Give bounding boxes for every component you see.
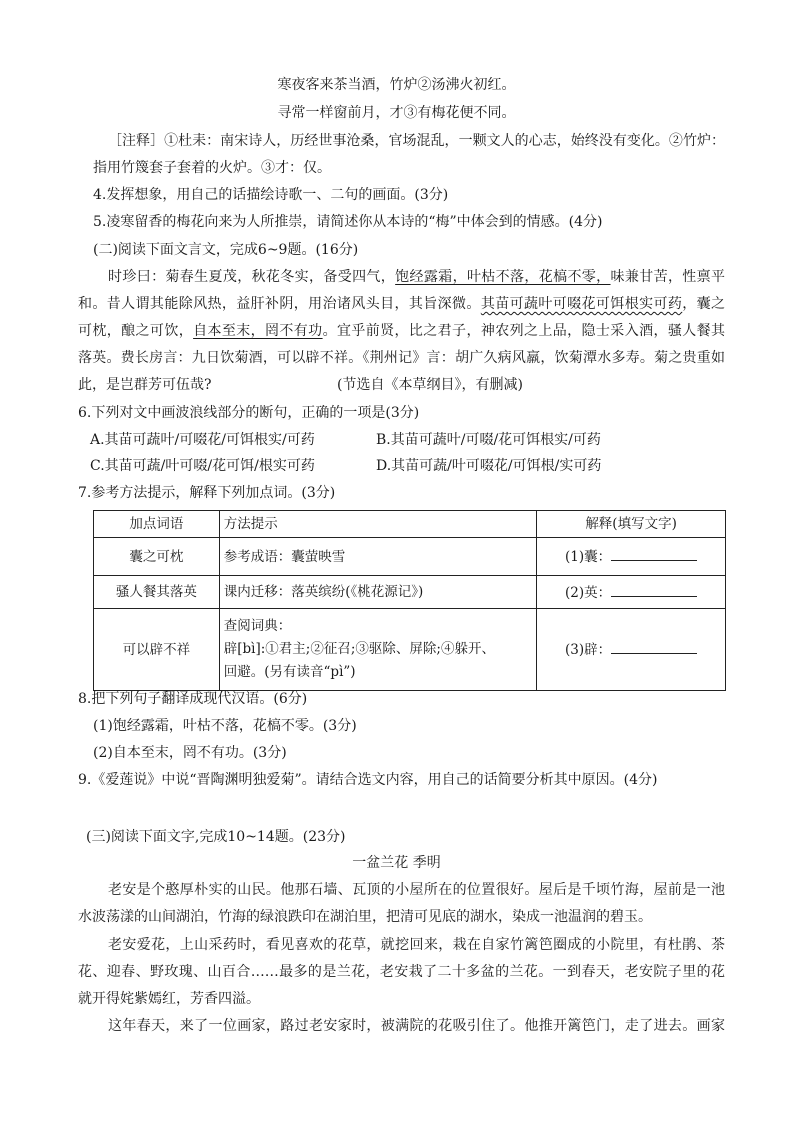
wavy-underlined-sentence: 其苗可蔬叶可啜花可饵根实可药	[480, 296, 683, 312]
passage-text: 。宜乎前贤，比之君子，神农列之上品，隐士采入酒，骚人餐其	[322, 323, 726, 339]
hint-line: 查阅词典：	[223, 618, 292, 634]
answer-blank-2[interactable]	[611, 582, 697, 597]
answer-cell	[537, 538, 726, 576]
section-2-heading: (二)阅读下面文言文，完成6~9题。(16分)	[93, 242, 359, 258]
passage-text: 和。昔人谓其能除风热，益肝补阴，用治诸风头目，其旨深微。	[78, 296, 481, 312]
answer-label: (1)囊：	[565, 549, 612, 565]
answer-blank-3[interactable]	[611, 639, 697, 654]
passage-text: 味兼甘苦，性禀平	[610, 269, 726, 285]
question-6-option-d: D.其苗可蔬/叶可啜花/可饵根/实可药	[376, 458, 602, 474]
header-hint: 方法提示	[219, 511, 536, 538]
question-6-stem: 6.下列对文中画波浪线部分的断句，正确的一项是(3分)	[78, 405, 420, 421]
answer-cell	[537, 576, 726, 609]
question-7-stem: 7.参考方法提示，解释下列加点词。(3分)	[78, 485, 336, 501]
passage-text: ，囊之	[682, 296, 726, 312]
passage-text: 可枕，酿之可饮，	[78, 323, 194, 339]
passage-source: (节选自《本草纲目》，有删减)	[337, 377, 523, 393]
question-6-option-a: A.其苗可蔬叶/可啜花/可饵根实/可药	[90, 432, 315, 448]
notes-line-1: ［注释］①杜耒：南宋诗人，历经世事沧桑，官场混乱，一颗文人的心志，始终没有变化。②竹炉：	[108, 133, 725, 149]
question-4: 4.发挥想象，用自己的话描绘诗歌一、二句的画面。(3分)	[93, 187, 449, 203]
table-word: 可以辟不祥	[94, 609, 220, 691]
header-answer: 解释(填写文字)	[537, 511, 726, 538]
story-p1-line-1: 老安是个憨厚朴实的山民。他那石墙、瓦顶的小屋所在的位置很好。屋后是千顷竹海，屋前是一池	[108, 882, 725, 898]
table-hint: 参考成语：囊萤映雪	[219, 538, 536, 576]
poem-line-4: 寻常一样窗前月，才③有梅花便不同。	[277, 105, 516, 121]
table-header-row	[94, 511, 726, 538]
poem-line-3: 寒夜客来茶当酒，竹炉②汤沸火初红。	[277, 77, 516, 93]
notes-line-2: 指用竹篾套子套着的火炉。③才：仅。	[93, 160, 331, 176]
underlined-sentence-1: 饱经露霜，叶枯不落，花槁不零，	[395, 269, 611, 285]
passage-line-1	[108, 267, 725, 287]
question-8-sentence-1: (1)饱经露霜，叶枯不落，花槁不零。(3分)	[93, 718, 357, 734]
hint-line: 回避。(另有读音“pì”)	[223, 664, 356, 680]
table-word: 骚人餐其落英	[94, 576, 220, 609]
underlined-sentence-2: 自本至末，罔不有功	[193, 323, 323, 339]
question-8-sentence-2: (2)自本至末，罔不有功。(3分)	[93, 745, 287, 761]
story-p1-line-2: 水波荡漾的山间湖泊，竹海的绿浪跌印在湖泊里，把清可见底的湖水，染成一池温润的碧玉。	[78, 909, 652, 925]
answer-label: (2)英：	[565, 584, 612, 601]
question-8-stem: 8.把下列句子翻译成现代汉语。(6分)	[78, 691, 308, 707]
table-row	[94, 538, 726, 576]
question-5: 5.凌寒留香的梅花向来为人所推崇，请简述你从本诗的“梅”中体会到的情感。(4分)	[93, 214, 603, 230]
table-row	[94, 576, 726, 609]
table-hint: 课内迁移：落英缤纷(《桃花源记》)	[219, 576, 536, 609]
table-hint-multiline	[219, 609, 536, 691]
story-p2-line-1: 老安爱花，上山采药时，看见喜欢的花草，就挖回来，栽在自家竹篱笆圈成的小院里，有杜鹃、茶	[108, 937, 725, 953]
passage-line-3	[78, 321, 725, 341]
question-9: 9.《爱莲说》中说“晋陶渊明独爱菊”。请结合选文内容，用自己的话简要分析其中原因。(4分)	[78, 772, 658, 788]
table-word: 囊之可枕	[94, 538, 220, 576]
table-row	[94, 609, 726, 691]
story-p2-line-3: 就开得姹紫嫣红，芳香四溢。	[78, 991, 260, 1007]
question-6-option-c: C.其苗可蔬/叶可啜/花可饵/根实可药	[90, 458, 315, 474]
story-p3-line-1: 这年春天，来了一位画家，路过老安家时，被满院的花吸引住了。他推开篱笆门，走了进去。画家	[108, 1018, 725, 1034]
hint-line: 辟[bì]:①君主;②征召;③驱除、屏除;④躲开、	[223, 641, 495, 657]
question-6-option-b: B.其苗可蔬叶/可啜/花可饵根实/可药	[376, 432, 601, 448]
answer-blank-1[interactable]	[611, 546, 697, 561]
story-title: 一盆兰花 季明	[352, 855, 441, 871]
vocabulary-table	[93, 510, 726, 691]
section-3-heading: (三)阅读下面文字,完成10~14题。(23分)	[86, 829, 346, 845]
answer-label: (3)辟：	[565, 642, 612, 658]
passage-line-5: 此，是岂群芳可伍哉?	[78, 377, 212, 393]
answer-cell	[537, 609, 726, 691]
header-word: 加点词语	[94, 511, 220, 538]
story-p2-line-2: 花、迎春、野玫瑰、山百合……最多的是兰花，老安栽了二十多盆的兰花。一到春天，老安院子里的花	[78, 964, 725, 980]
passage-text: 时珍曰：菊春生夏茂，秋花冬实，备受四气，	[108, 269, 396, 285]
passage-line-4: 落英。费长房言：九日饮菊酒，可以辟不祥。《荆州记》言：胡广久病风羸，饮菊潭水多寿。菊之贵重如	[78, 350, 725, 366]
passage-line-2	[78, 294, 725, 314]
